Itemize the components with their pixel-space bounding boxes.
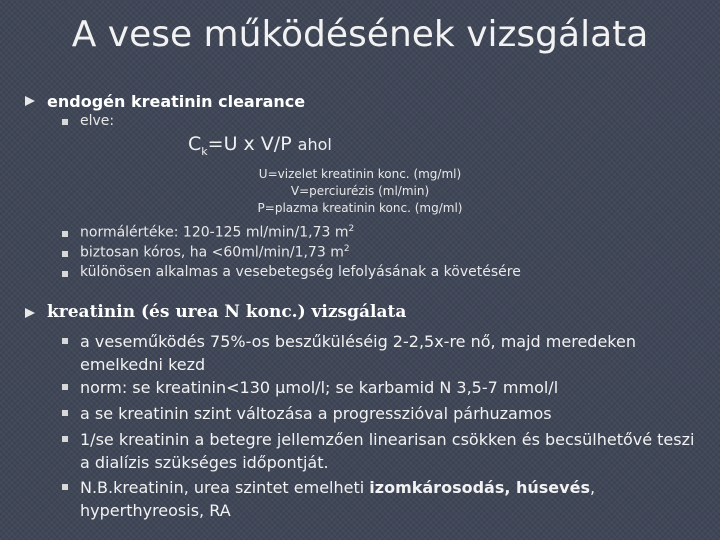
bullet-square-icon: [62, 436, 68, 442]
nb-prefix: N.B.kreatinin, urea szintet emelheti: [80, 478, 370, 497]
progression-item: [80, 330, 636, 376]
parallel-item: a se kreatinin szint változása a progresszióval párhuzamos: [80, 404, 552, 423]
dialysis-item: [80, 428, 694, 474]
nb-suffix: ,: [589, 478, 596, 497]
bullet-square-icon: [62, 338, 68, 344]
bullet-arrow-icon: [25, 308, 35, 318]
section1-heading: endogén kreatinin clearance: [47, 92, 306, 111]
section2-heading: kreatinin (és urea N konc.) vizsgálata: [47, 302, 407, 322]
pathologic-value-item: [80, 244, 350, 261]
normal-value-item: [80, 224, 354, 241]
normal-value-text: normálértéke: 120-125 ml/min/1,73 m: [80, 224, 349, 241]
slide-title: A vese működésének vizsgálata: [71, 14, 649, 55]
formula-definitions: [200, 166, 520, 217]
bullet-square-icon: [62, 410, 68, 416]
bullet-square-icon: [62, 119, 68, 125]
formula-rhs: =U x V/P: [207, 133, 292, 155]
bullet-square-icon: [62, 484, 68, 490]
dialysis-line2: a dialízis szükséges időpontját.: [80, 453, 329, 472]
formula-lhs: C: [188, 133, 202, 155]
definition-p: P=plazma kreatinin konc. (mg/ml): [257, 201, 463, 215]
nb-line2: hyperthyreosis, RA: [80, 501, 231, 520]
principle-label: elve:: [80, 113, 115, 129]
nb-bold: izomkárosodás, húsevés: [369, 478, 590, 497]
clearance-formula: [188, 133, 332, 158]
progression-line2: emelkedni kezd: [80, 355, 206, 374]
formula-lhs-subscript: k: [201, 144, 208, 158]
norm-item: norm: se kreatinin<130 μmol/l; se karbamid N 3,5-7 mmol/l: [80, 378, 559, 397]
pathologic-value-text: biztosan kóros, ha <60ml/min/1,73 m: [80, 244, 344, 261]
bullet-square-icon: [62, 271, 68, 277]
bullet-square-icon: [62, 251, 68, 257]
suitability-item: különösen alkalmas a vesebetegség lefolyásának a követésére: [80, 264, 521, 280]
formula-suffix: ahol: [297, 135, 332, 154]
nb-item: [80, 476, 595, 522]
normal-value-sup: 2: [348, 224, 355, 234]
definition-u: U=vizelet kreatinin konc. (mg/ml): [258, 167, 462, 181]
pathologic-value-sup: 2: [343, 244, 350, 254]
bullet-square-icon: [62, 384, 68, 390]
progression-line1: a veseműködés 75%-os beszűküléséig 2-2,5x-re nő, majd meredeken: [80, 332, 636, 351]
dialysis-line1: 1/se kreatinin a betegre jellemzően linearisan csökken és becsülhetővé teszi: [80, 430, 695, 449]
definition-v: V=perciurézis (ml/min): [290, 184, 430, 198]
bullet-arrow-icon: [25, 96, 35, 106]
bullet-square-icon: [62, 231, 68, 237]
